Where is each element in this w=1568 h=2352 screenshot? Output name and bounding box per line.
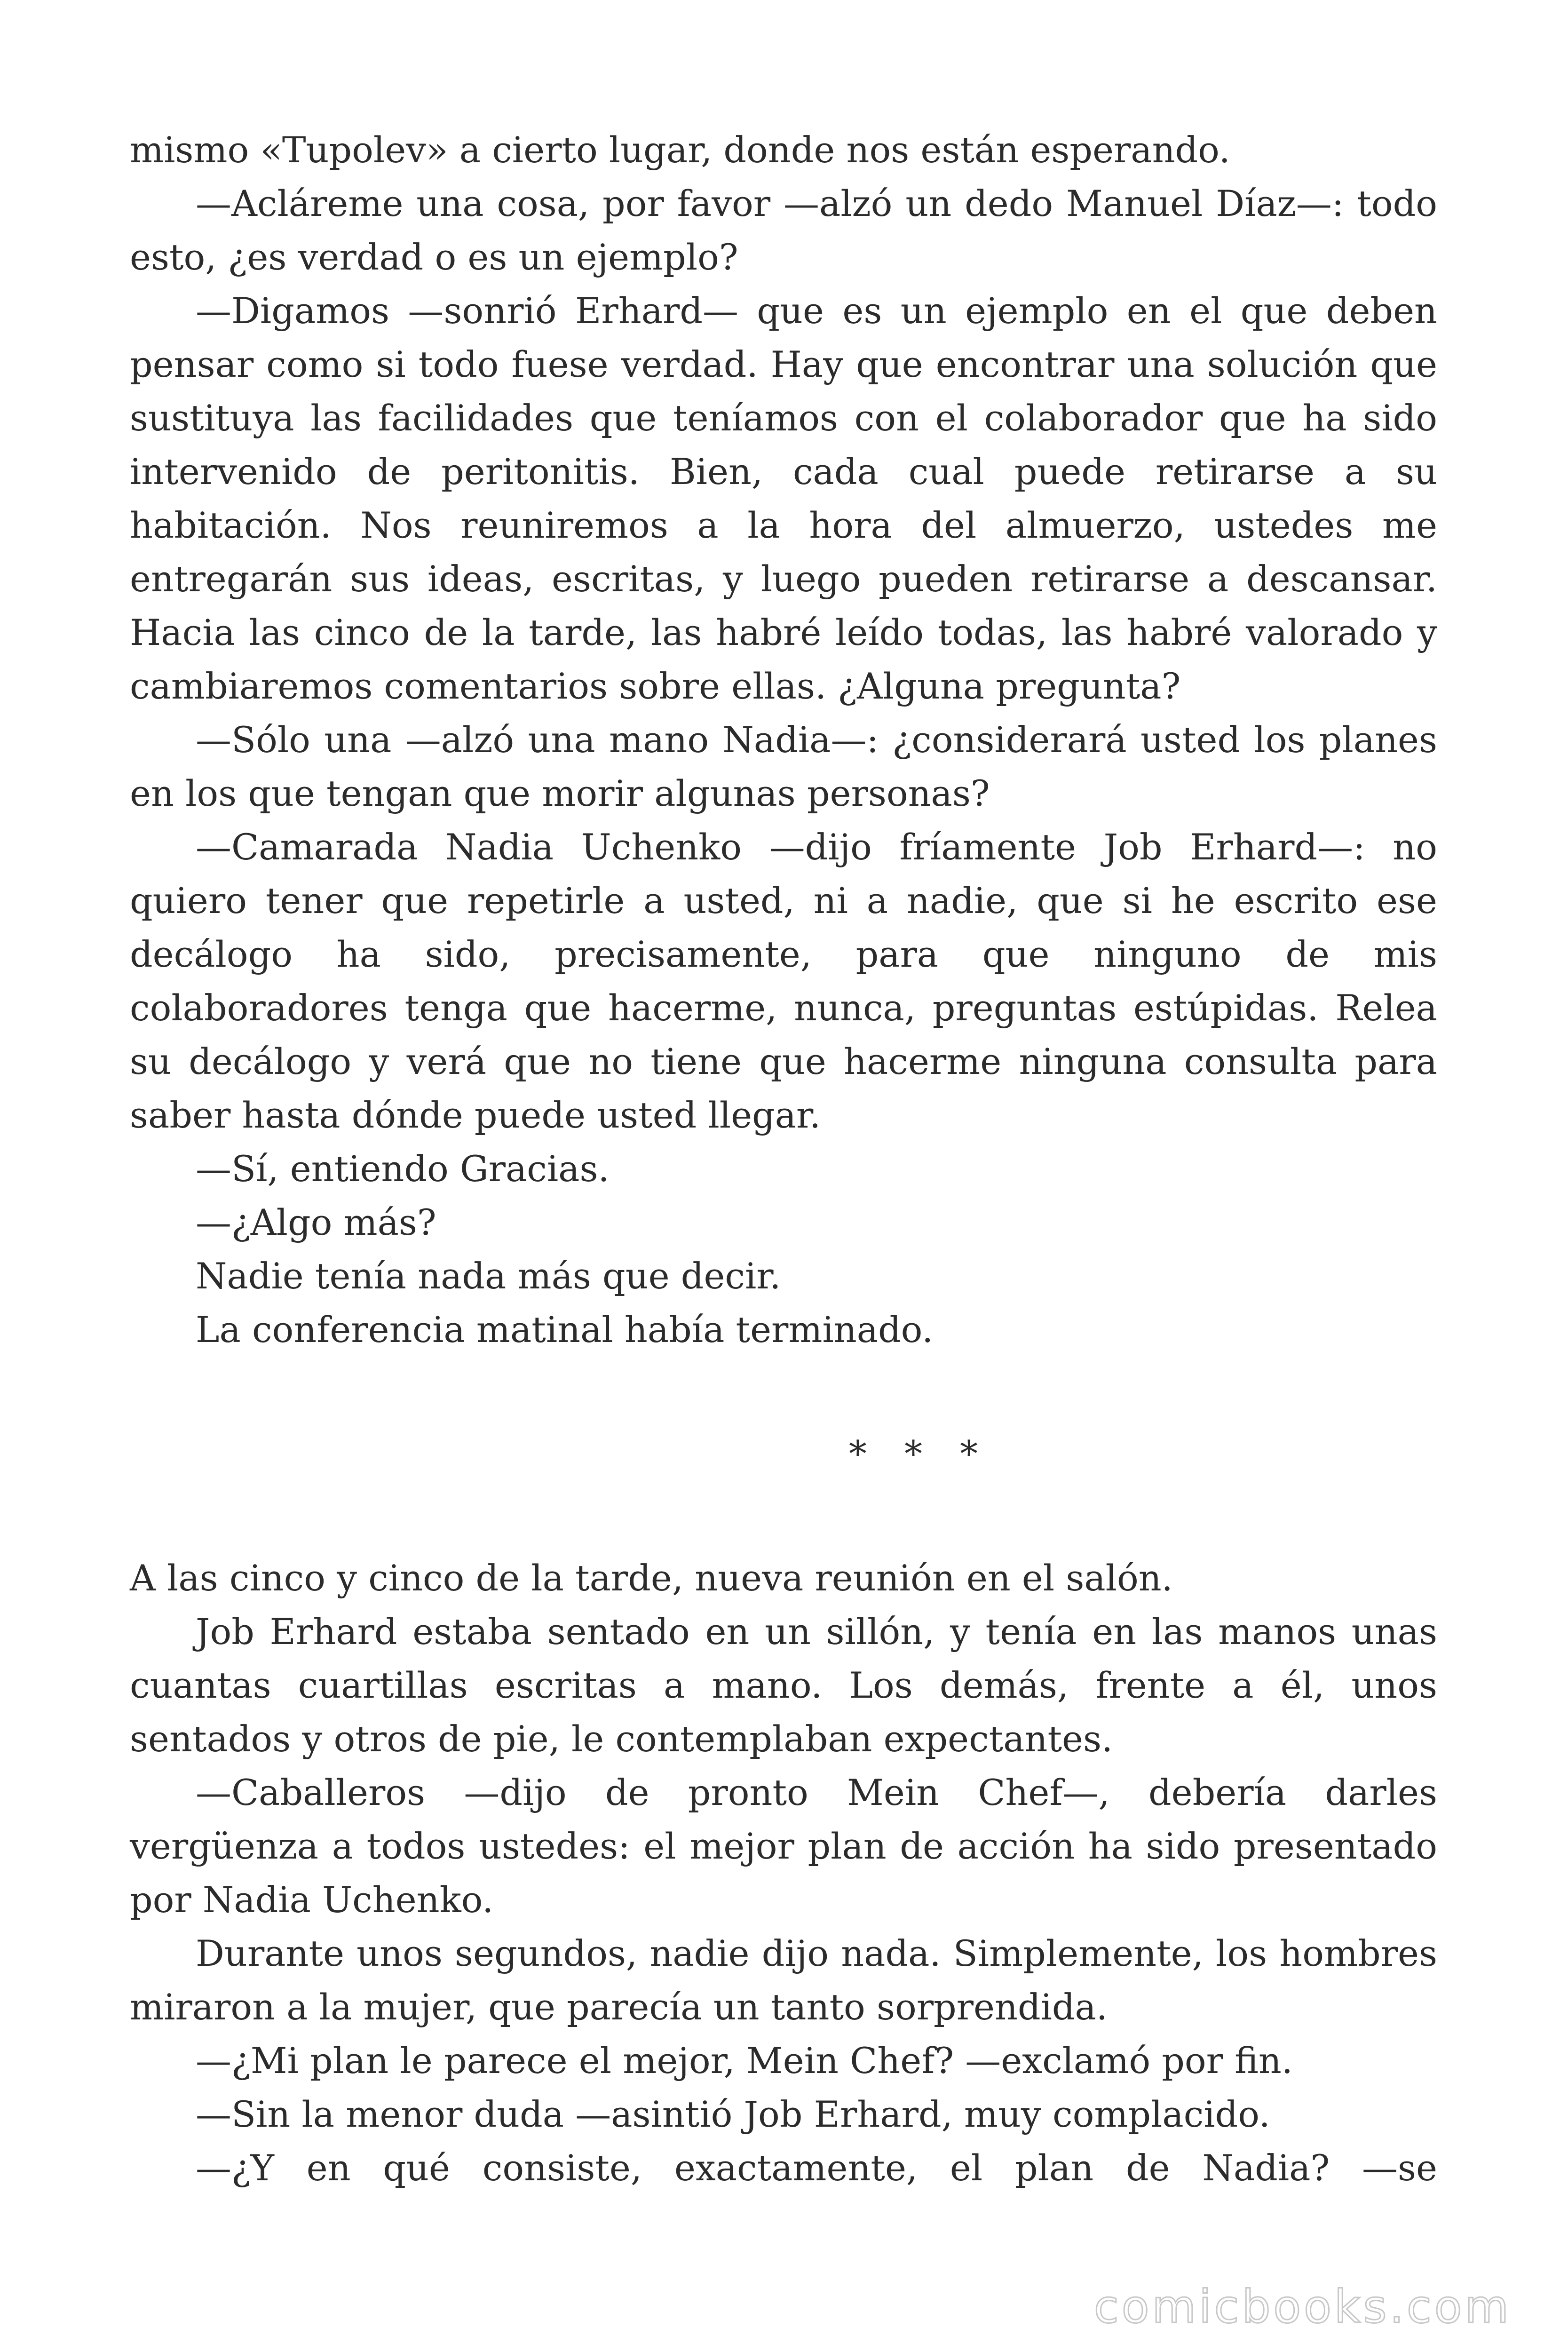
paragraph: —Digamos —sonrió Erhard— que es un ejemplo en el que deben pensar como si todo fuese verdad. Hay que encontrar una solución que sustituya las facilidades que teníamos con el colaborador que ha sido intervenido de peritonitis. Bien, cada cual puede retirarse a su habitación. Nos reuniremos a la hora del almuerzo, ustedes me entregarán sus ideas, escritas, y luego pueden retirarse a descansar. Hacia las cinco de la tarde, las habré leído todas, las habré valorado y cambiaremos comentarios sobre ellas. ¿Alguna pregunta?	[130, 290, 1437, 707]
paragraph: mismo «Tupolev» a cierto lugar, donde nos están esperando.	[130, 129, 1230, 171]
paragraph: Durante unos segundos, nadie dijo nada. Simplemente, los hombres miraron a la mujer, que parecía un tanto sorprendida.	[130, 1932, 1437, 2028]
paragraph: —Sólo una —alzó una mano Nadia—: ¿considerará usted los planes en los que tengan que morir algunas personas?	[130, 719, 1437, 814]
paragraph: A las cinco y cinco de la tarde, nueva reunión en el salón.	[130, 1557, 1173, 1599]
paragraph: Job Erhard estaba sentado en un sillón, y tenía en las manos unas cuantas cuartillas escritas a mano. Los demás, frente a él, unos sentados y otros de pie, le contemplaban expectantes.	[130, 1611, 1437, 1760]
paragraph: —¿Algo más?	[196, 1201, 436, 1243]
section-one	[130, 123, 1437, 1357]
paragraph: —Acláreme una cosa, por favor —alzó un dedo Manuel Díaz—: todo esto, ¿es verdad o es un ejemplo?	[130, 183, 1437, 278]
paragraph: Nadie tenía nada más que decir.	[196, 1255, 781, 1297]
paragraph: —Camarada Nadia Uchenko —dijo fríamente Job Erhard—: no quiero tener que repetirle a usted, ni a nadie, que si he escrito ese decálogo ha sido, precisamente, para que ninguno de mis colaboradores tenga que hacerme, nunca, preguntas estúpidas. Relea su decálogo y verá que no tiene que hacerme ninguna consulta para saber hasta dónde puede usted llegar.	[130, 826, 1437, 1136]
paragraph: —Sin la menor duda —asintió Job Erhard, muy complacido.	[196, 2093, 1270, 2135]
scene-break: * * *	[848, 1433, 991, 1475]
paragraph: La conferencia matinal había terminado.	[196, 1309, 934, 1351]
paragraph: —¿Y en qué consiste, exactamente, el plan de Nadia? —se	[196, 2147, 1437, 2189]
paragraph: —Sí, entiendo Gracias.	[196, 1148, 610, 1190]
section-two	[130, 1551, 1437, 2195]
paragraph: —Caballeros —dijo de pronto Mein Chef—, debería darles vergüenza a todos ustedes: el mejor plan de acción ha sido presentado por Nadia Uchenko.	[130, 1772, 1437, 1921]
paragraph: —¿Mi plan le parece el mejor, Mein Chef? —exclamó por fin.	[196, 2040, 1293, 2082]
document-page	[130, 123, 1437, 2195]
watermark-logo: comicbooks.com	[1093, 2280, 1512, 2333]
